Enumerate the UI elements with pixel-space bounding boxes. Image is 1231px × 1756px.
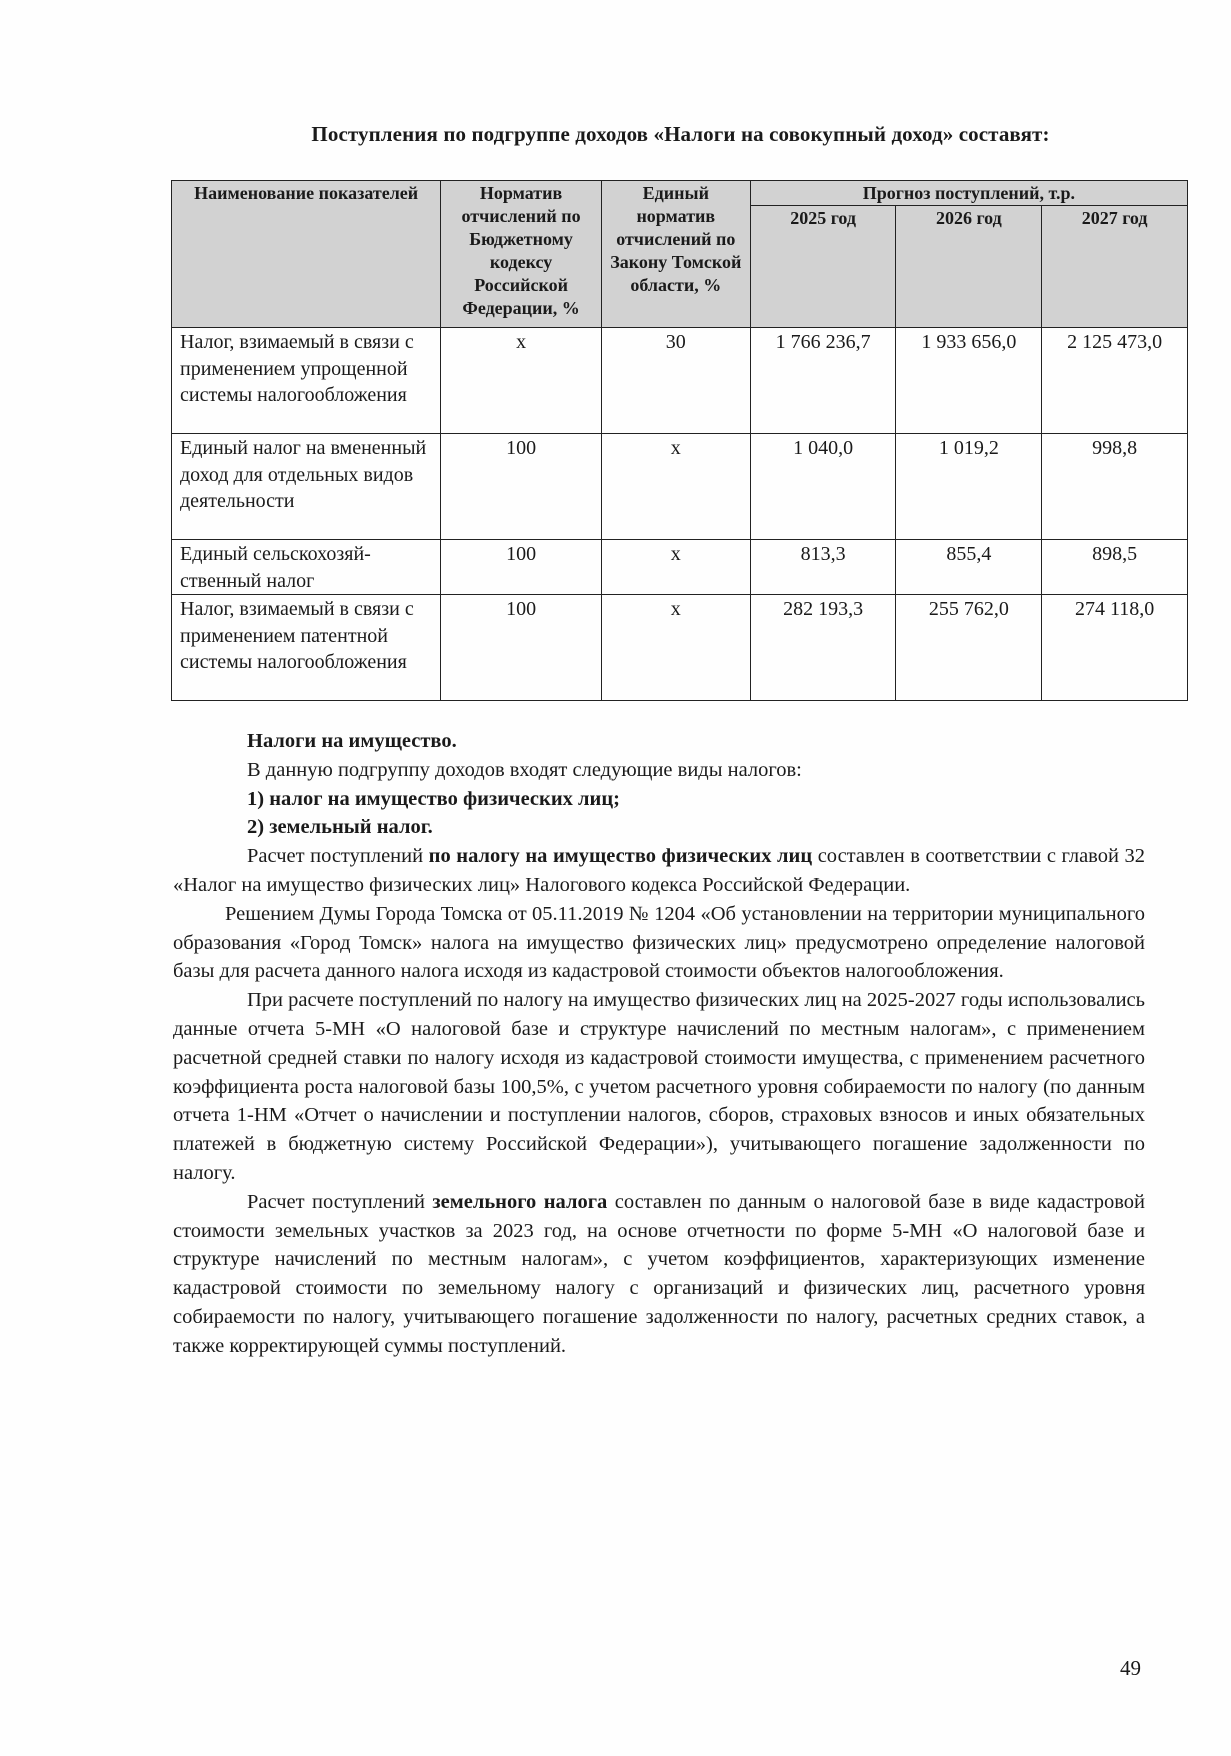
row-bk-norm: 100 <box>441 434 602 540</box>
row-tomsk-norm: x <box>601 540 750 595</box>
table-row <box>172 540 1188 595</box>
row-2025: 282 193,3 <box>750 595 896 701</box>
row-tomsk-norm: x <box>601 595 750 701</box>
row-2026: 1 019,2 <box>896 434 1042 540</box>
table-row <box>172 434 1188 540</box>
paragraph-individual-property-tax <box>173 842 1145 900</box>
row-tomsk-norm: x <box>601 434 750 540</box>
row-name: Единый сельскохозяй-ственный налог <box>172 540 441 595</box>
paragraph-land-tax <box>173 1188 1145 1361</box>
row-name: Единый налог на вмененный доход для отдельных видов деятельности <box>172 434 441 540</box>
row-2026: 255 762,0 <box>896 595 1042 701</box>
row-2027: 998,8 <box>1042 434 1188 540</box>
income-tax-forecast-table <box>171 180 1188 701</box>
table-row <box>172 328 1188 434</box>
table-heading: Поступления по подгруппе доходов «Налоги на совокупный доход» составят: <box>311 122 1050 146</box>
row-2027: 2 125 473,0 <box>1042 328 1188 434</box>
section-intro: В данную подгруппу доходов входят следующие виды налогов: <box>247 758 802 781</box>
row-2026: 1 933 656,0 <box>896 328 1042 434</box>
row-tomsk-norm: 30 <box>601 328 750 434</box>
paragraph-duma-decision: Решением Думы Города Томска от 05.11.2019 № 1204 «Об установлении на территории муниципального образования «Город Томск» налога на имущество физических лиц» предусмотрено определение налоговой базы для расчета данного налога исходя из кадастровой стоимости объектов налогообложения. <box>173 902 1145 983</box>
paragraph-text: Расчет поступлений <box>247 845 429 868</box>
row-2025: 813,3 <box>750 540 896 595</box>
row-2027: 274 118,0 <box>1042 595 1188 701</box>
page-number: 49 <box>1120 1656 1141 1680</box>
row-2026: 855,4 <box>896 540 1042 595</box>
row-name: Налог, взимаемый в связи с применением упрощенной системы налогообложения <box>172 328 441 434</box>
row-name: Налог, взимаемый в связи с применением патентной системы налогообложения <box>172 595 441 701</box>
row-bk-norm: x <box>441 328 602 434</box>
paragraph-text: Расчет поступлений <box>247 1190 433 1213</box>
header-name: Наименование показателей <box>172 181 441 328</box>
paragraph-bold-text: земельного налога <box>432 1190 608 1213</box>
header-forecast-group: Прогноз поступлений, т.р. <box>750 181 1187 206</box>
list-item: 2) земельный налог. <box>247 816 433 839</box>
row-2027: 898,5 <box>1042 540 1188 595</box>
paragraph-text: составлен по данным о налоговой базе в виде кадастровой стоимости земельных участков за 2023 год, на основе отчетности по форме 5-МН «О налоговой базе и структуре начислений по местным налогам», с учетом коэффициентов, характеризующих изменение кадастровой стоимости по земельному налогу с организаций и физических лиц, расчетного уровня собираемости по налогу, учитывающего погашение задолженности по налогу, расчетных средних ставок, а также корректирующей суммы поступлений. <box>173 1190 1145 1357</box>
row-2025: 1 766 236,7 <box>750 328 896 434</box>
paragraph-calculation-method: При расчете поступлений по налогу на имущество физических лиц на 2025-2027 годы использовались данные отчета 5-МН «О налоговой базе и структуре начислений по местным налогам», с применением расчетной средней ставки по налогу исходя из кадастровой стоимости имущества, с применением расчетного коэффициента роста налоговой базы 100,5%, с учетом расчетного уровня собираемости по налогу (по данным отчета 1-НМ «Отчет о начислении и поступлении налогов, сборов, страховых взносов и иных обязательных платежей в бюджетную систему Российской Федерации»), учитывающего погашение задолженности по налогу. <box>173 989 1145 1184</box>
property-tax-section <box>173 727 1145 1361</box>
header-tomsk-norm: Единый норматив отчислений по Закону Томской области, % <box>601 181 750 328</box>
header-bk-norm: Норматив отчислений по Бюджетному кодексу Российской Федерации, % <box>441 181 602 328</box>
paragraph-text: составлен в соответствии с главой 32 «Налог на имущество физических лиц» Налогового кодекса Российской Федерации. <box>173 845 1145 896</box>
header-year-2027: 2027 год <box>1042 206 1188 328</box>
section-title: Налоги на имущество. <box>247 730 457 752</box>
paragraph-bold-text: по налогу на имущество физических лиц <box>428 845 813 868</box>
header-year-2025: 2025 год <box>750 206 896 328</box>
row-bk-norm: 100 <box>441 540 602 595</box>
header-year-2026: 2026 год <box>896 206 1042 328</box>
list-item: 1) налог на имущество физических лиц; <box>247 787 620 810</box>
row-bk-norm: 100 <box>441 595 602 701</box>
row-2025: 1 040,0 <box>750 434 896 540</box>
table-row <box>172 595 1188 701</box>
